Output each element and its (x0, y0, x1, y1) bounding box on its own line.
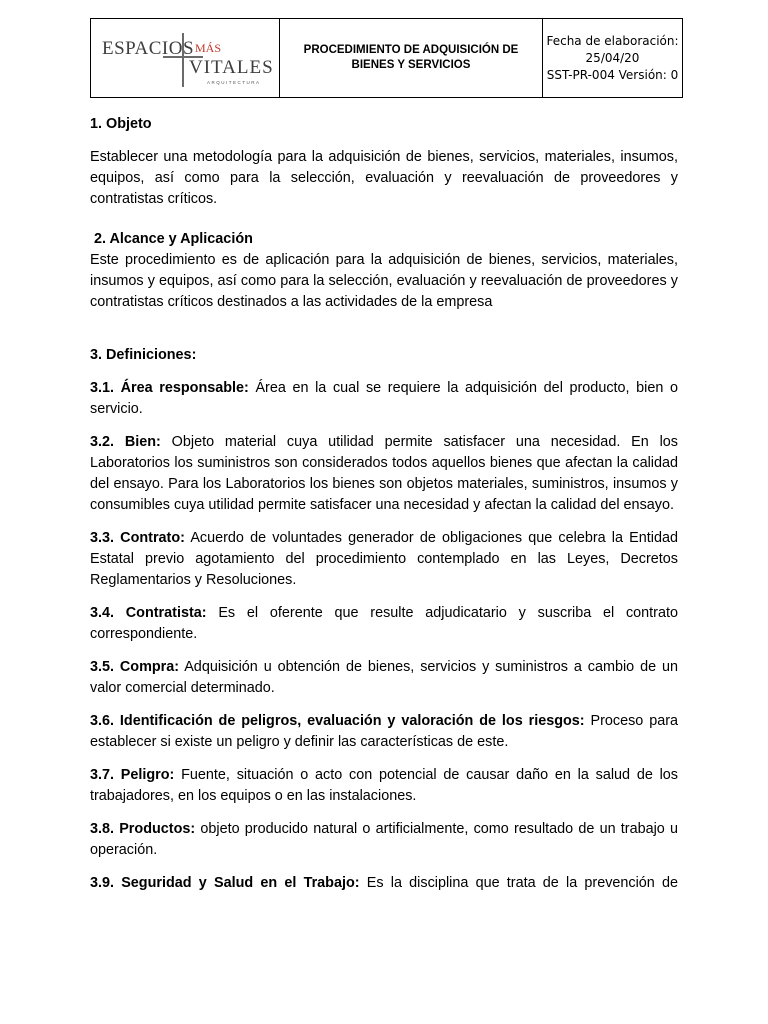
definition-term: 3.4. Contratista: (90, 605, 207, 621)
logo-word-vitales: VITALES (189, 57, 274, 78)
definition-item (90, 657, 678, 699)
logo-word-mas: MÁS (195, 41, 222, 55)
definition-term: 3.8. Productos: (90, 821, 196, 837)
definition-text: Área en la cual se requiere la adquisición del producto, bien o servicio. (90, 380, 678, 417)
document-body (90, 114, 678, 894)
section-2-heading: 2. Alcance y Aplicación (94, 231, 253, 247)
definition-item (90, 819, 678, 861)
section-2-text: Este procedimiento es de aplicación para la adquisición de bienes, servicios, materiales, insumos y equipos, así como para la selección, evaluación y reevaluación de proveedores y contratistas críticos destinados a las actividades de la empresa (90, 252, 678, 310)
definition-item (90, 765, 678, 807)
definition-text: Es el oferente que resulte adjudicatario y suscriba el contrato correspondiente. (90, 605, 678, 642)
title-line-1: PROCEDIMIENTO DE ADQUISICIÓN DE (303, 44, 519, 56)
document-meta (543, 19, 683, 98)
definition-item (90, 432, 678, 516)
fecha-label: Fecha de elaboración: (546, 33, 679, 48)
section-3-heading: 3. Definiciones: (90, 347, 197, 363)
definition-text: Objeto material cuya utilidad permite satisfacer una necesidad. En los Laboratorios los suministros son considerados todos aquellos bienes que afectan la calidad del ensayo. Para los Laboratorios los bienes son objetos materiales, suministros, insumos y consumibles cuya utilidad permite satisfacer una necesidad y afectan la calidad del ensayo. (90, 434, 678, 513)
title-line-2: BIENES Y SERVICIOS (351, 59, 471, 71)
definition-text: Proceso para establecer si existe un peligro y definir las características de este. (90, 713, 678, 750)
logo-cell (91, 19, 280, 98)
definition-item (90, 873, 678, 894)
definition-term: 3.5. Compra: (90, 659, 180, 675)
code-version: SST-PR-004 Versión: 0 (546, 67, 679, 82)
logo-word-arquitectura: ARQUITECTURA (207, 80, 261, 85)
logo-word-espacios: ESPACIOS (102, 38, 195, 59)
section-1-text: Establecer una metodología para la adquisición de bienes, servicios, materiales, insumos, equipos, así como para la selección, evaluación y reevaluación de proveedores y contratistas críticos. (90, 149, 678, 207)
definition-item (90, 378, 678, 420)
definition-text: Acuerdo de voluntades generador de obligaciones que celebra la Entidad Estatal previo agotamiento del procedimiento contemplado en las Leyes, Decretos Reglamentarios y Resoluciones. (90, 530, 678, 588)
definition-term: 3.7. Peligro: (90, 767, 175, 783)
section-1-heading: 1. Objeto (90, 116, 152, 132)
definition-term: 3.9. Seguridad y Salud en el Trabajo: (90, 875, 360, 891)
definition-item (90, 711, 678, 753)
document-header (90, 18, 683, 98)
definition-text: Fuente, situación o acto con potencial de causar daño en la salud de los trabajadores, en los equipos o en las instalaciones. (90, 767, 679, 804)
definition-term: 3.2. Bien: (90, 434, 161, 450)
definition-text: Adquisición u obtención de bienes, servicios y suministros a cambio de un valor comercial determinado. (90, 659, 679, 696)
definition-item (90, 603, 678, 645)
definition-item (90, 528, 678, 591)
definition-term: 3.3. Contrato: (90, 530, 185, 546)
definition-term: 3.1. Área responsable: (90, 380, 249, 396)
definition-text: objeto producido natural o artificialmente, como resultado de un trabajo u operación. (90, 821, 678, 858)
definition-term: 3.6. Identificación de peligros, evaluación y valoración de los riesgos: (90, 713, 585, 729)
company-logo (91, 19, 279, 97)
fecha-value: 25/04/20 (585, 50, 640, 65)
definition-text: Es la disciplina que trata de la prevención de (359, 875, 679, 891)
document-title (280, 19, 543, 98)
